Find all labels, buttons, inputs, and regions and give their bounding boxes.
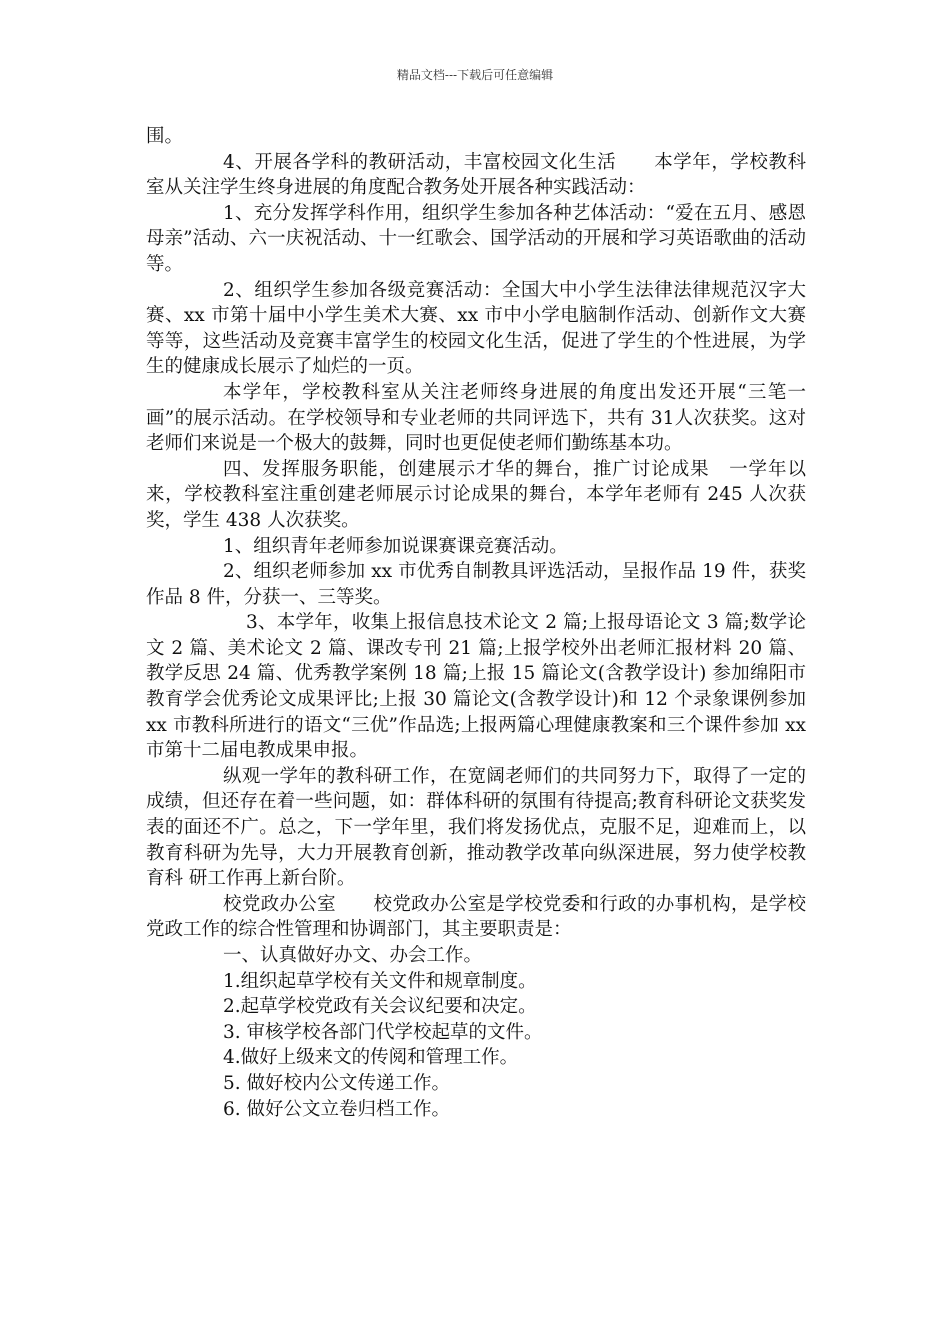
paragraph: 3、本学年，收集上报信息技术论文 2 篇;上报母语论文 3 篇;数学论文 2 篇、美术论文 2 篇、课改专刊 21 篇;上报学校外出老师汇报材料 20 篇、教学反思 24 篇、优秀教学案例 18 篇;上报 15 篇论文(含教学设计) 参加绵阳市教育学会优秀论文成果评比;上报 30 篇论文(含教学设计)和 12 个录象课例参加 xx 市教科所进行的语文“三优”作品选;上报两篇心理健康教案和三个课件参加 xx 市第十二届电教成果申报。 [146,612,806,762]
paragraph: 围。 [146,126,184,147]
paragraph: 四、发挥服务职能，创建展示才华的舞台，推广讨论成果 一学年以来，学校教科室注重创建老师展示讨论成果的舞台，本学年老师有 245 人次获奖，学生 438 人次获奖。 [146,458,806,531]
paragraph: 2、组织老师参加 xx 市优秀自制教具评选活动，呈报作品 19 件，获奖作品 8 件，分获一、三等奖。 [146,561,806,608]
paragraph: 2、组织学生参加各级竞赛活动：全国大中小学生法律法律规范汉字大赛、xx 市第十届中小学生美术大赛、xx 市中小学电脑制作活动、创新作文大赛等等，这些活动及竞赛丰富学生的校园文化生活，促进了学生的个性进展，为学生的健康成长展示了灿烂的一页。 [146,279,806,378]
paragraph: 纵观一学年的教科研工作，在宽阔老师们的共同努力下，取得了一定的成绩，但还存在着一些问题，如：群体科研的氛围有待提高;教育科研论文获奖发 表的面还不广。总之，下一学年里，我们将发扬优点，克服不足，迎难而上，以教育科研为先导，大力开展教育创新，推动教学改革向纵深进展，努力使学校教育科 研工作再上新台阶。 [146,765,806,890]
document-body [146,124,806,1122]
paragraph: 4、开展各学科的教研活动，丰富校园文化生活 本学年，学校教科室从关注学生终身进展的角度配合教务处开展各种实践活动： [146,151,806,199]
paragraph: 1、组织青年老师参加说课赛课竞赛活动。 [223,535,568,557]
list-item: 5. 做好校内公文传递工作。 [223,1072,451,1094]
paragraph: 校党政办公室 校党政办公室是学校党委和行政的办事机构，是学校党政工作的综合性管理和协调部门，其主要职责是： [146,893,806,941]
list-item: 1.组织起草学校有关文件和规章制度。 [223,970,537,992]
list-item: 4.做好上级来文的传阅和管理工作。 [223,1047,519,1069]
list-item: 3. 审核学校各部门代学校起草的文件。 [223,1021,543,1043]
list-item: 一、认真做好办文、办会工作。 [223,945,483,966]
paragraph: 1、充分发挥学科作用，组织学生参加各种艺体活动：“爱在五月、感恩母亲”活动、六一庆祝活动、十一红歌会、国学活动的开展和学习英语歌曲的活动等。 [146,202,806,275]
page-header: 精品文档---下载后可任意编辑 [396,68,554,82]
paragraph: 本学年，学校教科室从关注老师终身进展的角度出发还开展“三笔一画”的展示活动。在学校领导和专业老师的共同评选下，共有 31人次获奖。这对老师们来说是一个极大的鼓舞，同时也更促使老师们勤练基本功。 [146,381,806,455]
list-item: 6. 做好公文立卷归档工作。 [223,1098,451,1120]
list-item: 2.起草学校党政有关会议纪要和决定。 [223,996,537,1018]
